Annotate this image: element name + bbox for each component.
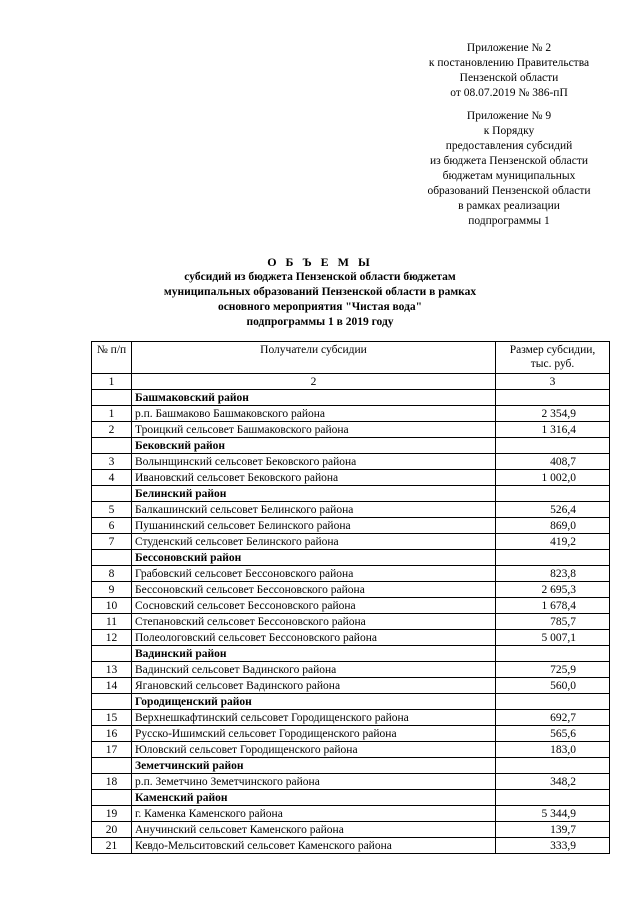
table-row <box>92 774 610 790</box>
annex-line: из бюджета Пензенской области <box>429 155 589 167</box>
district-name: Городищенский район <box>132 694 496 710</box>
table-row <box>92 726 610 742</box>
empty-cell <box>92 646 132 662</box>
column-numbering-row <box>92 374 610 390</box>
subsidy-amount: 2 354,9 <box>496 406 610 422</box>
row-number: 20 <box>92 822 132 838</box>
subsidy-amount: 408,7 <box>496 454 610 470</box>
document-title <box>100 255 540 330</box>
subsidy-amount: 1 002,0 <box>496 470 610 486</box>
district-row <box>92 486 610 502</box>
district-row <box>92 390 610 406</box>
empty-cell <box>496 646 610 662</box>
table-row <box>92 454 610 470</box>
recipient-name: Бессоновский сельсовет Бессоновского района <box>132 582 496 598</box>
empty-cell <box>92 694 132 710</box>
subsidy-amount: 692,7 <box>496 710 610 726</box>
row-number: 6 <box>92 518 132 534</box>
row-number: 16 <box>92 726 132 742</box>
row-number: 15 <box>92 710 132 726</box>
row-number: 8 <box>92 566 132 582</box>
row-number: 12 <box>92 630 132 646</box>
empty-cell <box>92 758 132 774</box>
subsidy-amount: 419,2 <box>496 534 610 550</box>
subsidy-amount: 823,8 <box>496 566 610 582</box>
annex-line: предоставления субсидий <box>445 140 573 152</box>
subsidy-amount: 333,9 <box>496 838 610 854</box>
table-row <box>92 502 610 518</box>
row-number: 21 <box>92 838 132 854</box>
row-number: 17 <box>92 742 132 758</box>
annex-line: от 08.07.2019 № 386-пП <box>450 87 568 99</box>
table-row <box>92 422 610 438</box>
row-number: 9 <box>92 582 132 598</box>
recipient-name: Ягановский сельсовет Вадинского района <box>132 678 496 694</box>
recipient-name: Пушанинский сельсовет Белинского района <box>132 518 496 534</box>
recipient-name: Степановский сельсовет Бессоновского района <box>132 614 496 630</box>
empty-cell <box>496 694 610 710</box>
recipient-name: Кевдо-Мельситовский сельсовет Каменского района <box>132 838 496 854</box>
annex-header-2 <box>398 109 620 229</box>
empty-cell <box>92 790 132 806</box>
empty-cell <box>92 486 132 502</box>
recipient-name: Вадинский сельсовет Вадинского района <box>132 662 496 678</box>
recipient-name: Балкашинский сельсовет Белинского района <box>132 502 496 518</box>
recipient-name: Юловский сельсовет Городищенского района <box>132 742 496 758</box>
title-heading: О Б Ъ Е М Ы <box>267 255 373 269</box>
recipient-name: р.п. Земетчино Земетчинского района <box>132 774 496 790</box>
table-row <box>92 598 610 614</box>
subsidy-amount: 2 695,3 <box>496 582 610 598</box>
recipient-name: Студенский сельсовет Белинского района <box>132 534 496 550</box>
recipient-name: Ивановский сельсовет Бековского района <box>132 470 496 486</box>
empty-cell <box>496 758 610 774</box>
recipient-name: Полеологовский сельсовет Бессоновского района <box>132 630 496 646</box>
subsidy-amount: 139,7 <box>496 822 610 838</box>
recipient-name: Анучинский сельсовет Каменского района <box>132 822 496 838</box>
subsidy-amount: 869,0 <box>496 518 610 534</box>
district-row <box>92 758 610 774</box>
subsidy-amount: 785,7 <box>496 614 610 630</box>
district-name: Земетчинский район <box>132 758 496 774</box>
subsidy-amount: 526,4 <box>496 502 610 518</box>
row-number: 5 <box>92 502 132 518</box>
empty-cell <box>496 486 610 502</box>
subsidy-amount: 348,2 <box>496 774 610 790</box>
row-number: 7 <box>92 534 132 550</box>
recipient-name: Троицкий сельсовет Башмаковского района <box>132 422 496 438</box>
table-row <box>92 582 610 598</box>
subsidy-table <box>91 341 610 854</box>
row-number: 2 <box>92 422 132 438</box>
row-number: 3 <box>92 454 132 470</box>
annex-line: образований Пензенской области <box>427 185 591 197</box>
title-line: подпрограммы 1 в 2019 году <box>246 316 394 328</box>
row-number: 14 <box>92 678 132 694</box>
row-number: 18 <box>92 774 132 790</box>
table-row <box>92 838 610 854</box>
empty-cell <box>496 550 610 566</box>
annex-line: Приложение № 9 <box>466 110 552 122</box>
subsidy-amount: 5 344,9 <box>496 806 610 822</box>
title-line: основного мероприятия "Чистая вода" <box>217 301 423 313</box>
subsidy-amount: 1 678,4 <box>496 598 610 614</box>
recipient-name: Верхнешкафтинский сельсовет Городищенского района <box>132 710 496 726</box>
column-number: 1 <box>92 374 132 390</box>
recipient-name: г. Каменка Каменского района <box>132 806 496 822</box>
district-row <box>92 550 610 566</box>
subsidy-amount: 183,0 <box>496 742 610 758</box>
table-row <box>92 534 610 550</box>
annex-line: Пензенской области <box>459 72 559 84</box>
district-name: Бековский район <box>132 438 496 454</box>
table-row <box>92 710 610 726</box>
district-row <box>92 646 610 662</box>
subsidy-amount: 725,9 <box>496 662 610 678</box>
empty-cell <box>92 390 132 406</box>
row-number: 10 <box>92 598 132 614</box>
recipient-name: Волынщинский сельсовет Бековского района <box>132 454 496 470</box>
annex-header-1 <box>398 41 620 101</box>
row-number: 19 <box>92 806 132 822</box>
table-row <box>92 742 610 758</box>
district-row <box>92 694 610 710</box>
table-row <box>92 406 610 422</box>
column-number: 3 <box>496 374 610 390</box>
district-name: Белинский район <box>132 486 496 502</box>
empty-cell <box>496 790 610 806</box>
district-name: Каменский район <box>132 790 496 806</box>
annex-line: к постановлению Правительства <box>428 57 590 69</box>
row-number: 1 <box>92 406 132 422</box>
title-line: субсидий из бюджета Пензенской области бюджетам <box>184 271 456 283</box>
header-amount: Размер субсидии, тыс. руб. <box>496 342 610 374</box>
district-row <box>92 438 610 454</box>
table-row <box>92 518 610 534</box>
row-number: 4 <box>92 470 132 486</box>
empty-cell <box>496 438 610 454</box>
annex-line: подпрограммы 1 <box>468 215 550 227</box>
recipient-name: Сосновский сельсовет Бессоновского района <box>132 598 496 614</box>
table-row <box>92 806 610 822</box>
column-number: 2 <box>132 374 496 390</box>
table-row <box>92 678 610 694</box>
empty-cell <box>92 438 132 454</box>
recipient-name: Грабовский сельсовет Бессоновского района <box>132 566 496 582</box>
empty-cell <box>92 550 132 566</box>
subsidy-amount: 560,0 <box>496 678 610 694</box>
district-name: Башмаковский район <box>132 390 496 406</box>
annex-line: в рамках реализации <box>458 200 560 212</box>
subsidy-amount: 565,6 <box>496 726 610 742</box>
row-number: 11 <box>92 614 132 630</box>
table-header-row <box>92 342 610 374</box>
table-row <box>92 662 610 678</box>
table-row <box>92 614 610 630</box>
annex-line: Приложение № 2 <box>466 42 552 54</box>
district-name: Бессоновский район <box>132 550 496 566</box>
subsidy-amount: 5 007,1 <box>496 630 610 646</box>
annex-line: бюджетам муниципальных <box>442 170 576 182</box>
recipient-name: Русско-Ишимский сельсовет Городищенского района <box>132 726 496 742</box>
header-number: № п/п <box>92 342 132 374</box>
annex-line: к Порядку <box>483 125 535 137</box>
table-row <box>92 630 610 646</box>
district-row <box>92 790 610 806</box>
subsidy-amount: 1 316,4 <box>496 422 610 438</box>
table-row <box>92 566 610 582</box>
header-recipient: Получатели субсидии <box>132 342 496 374</box>
empty-cell <box>496 390 610 406</box>
table-row <box>92 470 610 486</box>
table-row <box>92 822 610 838</box>
district-name: Вадинский район <box>132 646 496 662</box>
row-number: 13 <box>92 662 132 678</box>
title-line: муниципальных образований Пензенской области в рамках <box>163 286 477 298</box>
recipient-name: р.п. Башмаково Башмаковского района <box>132 406 496 422</box>
